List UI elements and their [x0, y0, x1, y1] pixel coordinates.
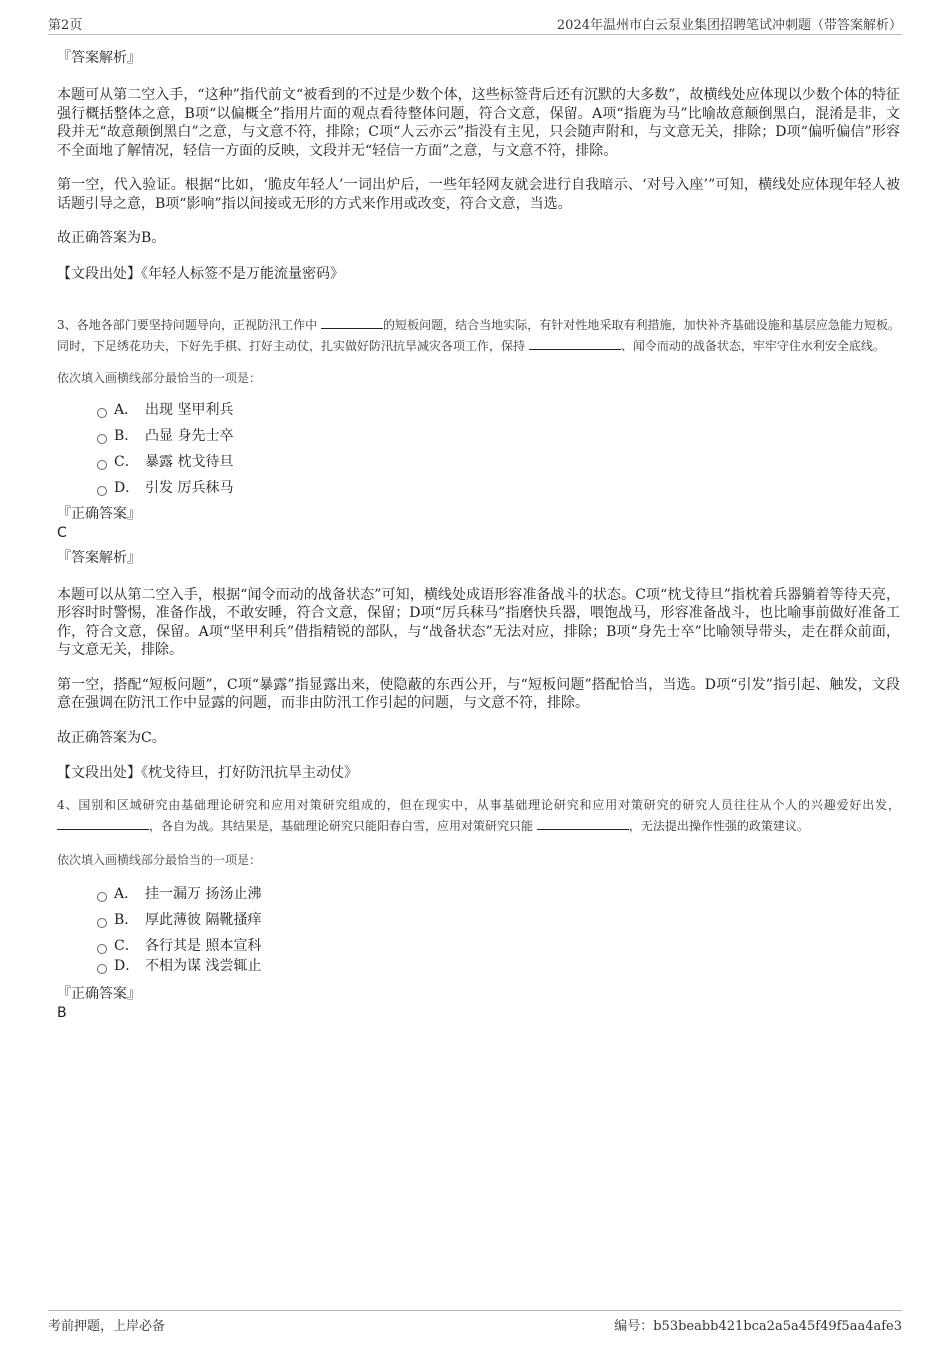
answer-label: 『正确答案』: [57, 505, 141, 522]
conclusion: 故正确答案为C。: [57, 729, 166, 746]
radio-button[interactable]: [97, 892, 107, 902]
source-citation: 【文段出处】《年轻人标签不是万能流量密码》: [57, 265, 344, 282]
question-prompt: 依次填入画横线部分最恰当的一项是：: [57, 853, 262, 867]
page-footer: [48, 1310, 902, 1333]
radio-button[interactable]: [97, 918, 107, 928]
answer-label: 『正确答案』: [57, 986, 141, 1002]
option-c[interactable]: C． 各行其是 照本宣科: [97, 934, 900, 954]
radio-button[interactable]: [97, 486, 107, 496]
question-stem: 3、各地各部门要坚持问题导向，正视防汛工作中 的短板问题，结合当地实际，有针对性地采取有利措施，加快补齐基础设施和基层应急能力短板。同时，下足绣花功夫，下好先手棋、打好主动仗，扎实做好防汛抗旱减灾各项工作，保持 、闻令而动的战备状态，牢牢守住水利安全底线。: [57, 315, 900, 357]
option-b[interactable]: B． 厚此薄彼 隔靴搔痒: [97, 908, 900, 934]
option-list: [97, 398, 900, 502]
correct-answer: C: [57, 524, 67, 541]
analysis-paragraph: 本题可以从第二空入手，根据“闻令而动的战备状态”可知，横线处成语形容准备战斗的状态。C项“枕戈待旦”指枕着兵器躺着等待天亮，形容时时警惕，准备作战，不敢安睡，符合文意，保留；D项“厉兵秣马”指磨快兵器，喂饱战马，形容准备战斗，也比喻事前做好准备工作，符合文意，保留。A项“坚甲利兵”借指精锐的部队，与“战备状态”无法对应，排除；B项“身先士卒”比喻领导带头，走在群众前面，与文意无关，排除。: [57, 586, 900, 658]
analysis-label: 『答案解析』: [57, 549, 141, 566]
radio-button[interactable]: [97, 460, 107, 470]
page-content: [57, 44, 900, 1028]
page-number: 第2页: [48, 18, 83, 33]
fill-blank: [57, 816, 149, 830]
page-header: [48, 12, 902, 35]
option-a[interactable]: A． 出现 坚甲利兵: [97, 398, 900, 424]
question-stem: 4、国别和区域研究由基础理论研究和应用对策研究组成的，但在现实中，从事基础理论研究和应用对策研究的研究人员往往从个人的兴趣爱好出发，，各自为战。其结果是，基础理论研究只能阳春白雪，应用对策研究只能 ，无法提出操作性强的政策建议。: [57, 798, 900, 833]
option-list: [97, 882, 900, 980]
radio-button[interactable]: [97, 964, 107, 974]
analysis-paragraph: 第一空，搭配“短板问题”，C项“暴露”指显露出来，使隐蔽的东西公开，与“短板问题”搭配恰当，当选。D项“引发”指引起、触发，文段意在强调在防汛工作中显露的问题，而非由防汛工作引起的问题，与文意不符，排除。: [57, 676, 900, 711]
fill-blank: [321, 315, 383, 329]
analysis-paragraph: 第一空，代入验证。根据“比如，‘脆皮年轻人’一词出炉后，一些年轻网友就会进行自我暗示、‘对号入座’”可知，横线处应体现年轻人被话题引导之意，B项“影响”指以间接或无形的方式来作用或改变，符合文意，当选。: [57, 177, 900, 212]
option-c[interactable]: C． 暴露 枕戈待旦: [97, 450, 900, 476]
radio-button[interactable]: [97, 434, 107, 444]
fill-blank: [529, 336, 621, 350]
radio-button[interactable]: [97, 408, 107, 418]
document-title: 2024年温州市白云泵业集团招聘笔试冲刺题（带答案解析）: [556, 18, 902, 33]
option-a[interactable]: A． 挂一漏万 扬汤止沸: [97, 882, 900, 908]
option-b[interactable]: B． 凸显 身先士卒: [97, 424, 900, 450]
correct-answer: B: [57, 1005, 67, 1021]
conclusion: 故正确答案为B。: [57, 230, 166, 246]
document-id: 编号：b53beabb421bca2a5a45f49f5aa4afe3: [614, 1319, 902, 1334]
option-d[interactable]: D． 引发 厉兵秣马: [97, 476, 900, 502]
source-citation: 【文段出处】《枕戈待旦，打好防汛抗旱主动仗》: [57, 765, 358, 781]
question-3: [57, 315, 900, 784]
question-4: [57, 795, 900, 1022]
footer-slogan: 考前押题，上岸必备: [48, 1319, 166, 1334]
option-d[interactable]: D． 不相为谋 浅尝辄止: [97, 954, 900, 980]
analysis-label: 『答案解析』: [57, 50, 141, 66]
question-prompt: 依次填入画横线部分最恰当的一项是：: [57, 370, 262, 385]
radio-button[interactable]: [97, 944, 107, 954]
analysis-paragraph: 本题可从第二空入手，“这种”指代前文“被看到的不过是少数个体，这些标签背后还有沉默的大多数”，故横线处应体现以少数个体的特征强行概括整体之意，B项“以偏概全”指用片面的观点看待整体问题，符合文意，保留。A项“指鹿为马”比喻故意颠倒黑白，混淆是非，文段并无“故意颠倒黑白”之意，与文意不符，排除；C项“人云亦云”指没有主见，只会随声附和，与文意无关，排除；D项“偏听偏信”形容不全面地了解情况，轻信一方面的反映，文段并无“轻信一方面”之意，与文意不符，排除。: [57, 87, 900, 159]
fill-blank: [537, 816, 629, 830]
